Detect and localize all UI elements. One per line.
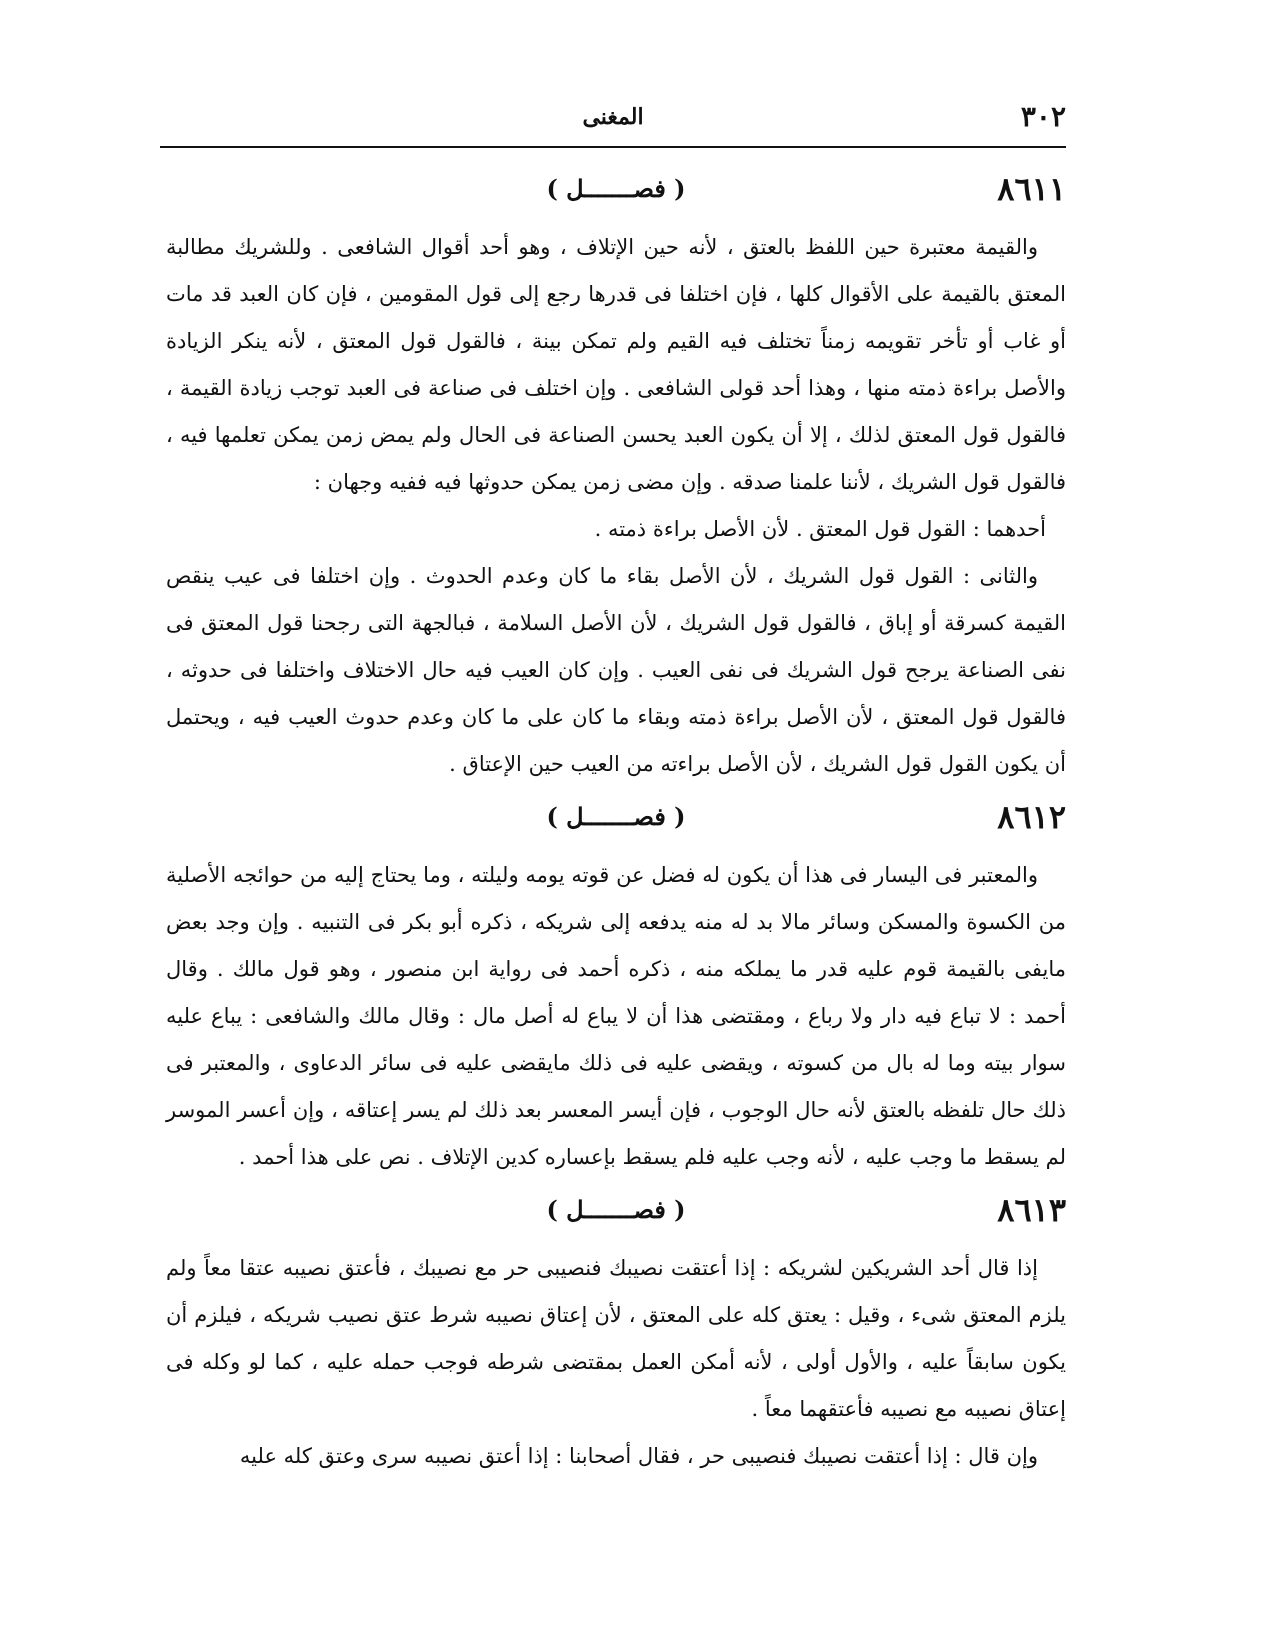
section-title: ( فصـــــــل ) <box>546 174 686 203</box>
running-title: المغنى <box>582 104 644 130</box>
section-spacer <box>166 1181 1066 1189</box>
section-heading <box>166 168 1066 220</box>
section-number: ٨٦١١ <box>997 170 1066 208</box>
page-number: ٣٠٢ <box>1020 100 1066 133</box>
section-spacer <box>166 788 1066 796</box>
section-8613 <box>166 1189 1066 1480</box>
paragraph: إذا قال أحد الشريكين لشريكه : إذا أعتقت نصيبك فنصيبى حر مع نصيبك ، فأعتق نصيبه عتقا معاً ولم يلزم المعتق شىء ، وقيل : يعتق كله على المعتق ، لأن إعتاق نصيبه شرط عتق نصيب شريكه ، فيلزم أن يكون سابقاً عليه ، والأول أولى ، لأنه أمكن العمل بمقتضى شرطه فوجب حمله عليه ، كما لو وكله فى إعتاق نصيبه مع نصيبه فأعتقهما معاً . <box>166 1256 1066 1421</box>
section-title: ( فصـــــــل ) <box>546 802 686 831</box>
paragraph: والقيمة معتبرة حين اللفظ بالعتق ، لأنه حين الإتلاف ، وهو أحد أقوال الشافعى . وللشريك مطالبة المعتق بالقيمة على الأقوال كلها ، فإن اختلفا فى قدرها رجع إلى قول المقومين ، فإن كان العبد قد مات أو غاب أو تأخر تقويمه زمناً تختلف فيه القيم ولم تمكن بينة ، فالقول قول المعتق ، لأنه ينكر الزيادة والأصل براءة ذمته منها ، وهذا أحد قولى الشافعى . وإن اختلف فى صناعة فى العبد توجب زيادة القيمة ، فالقول قول المعتق لذلك ، إلا أن يكون العبد يحسن الصناعة فى الحال ولم يمض زمن يمكن تعلمها فيه ، فالقول قول الشريك ، لأننا علمنا صدقه . وإن مضى زمن يمكن حدوثها فيه ففيه وجهان : <box>166 235 1066 494</box>
header-divider <box>160 146 1066 148</box>
section-number: ٨٦١٣ <box>997 1191 1066 1229</box>
section-heading <box>166 1189 1066 1241</box>
paragraph: والثانى : القول قول الشريك ، لأن الأصل بقاء ما كان وعدم الحدوث . وإن اختلفا فى عيب ينقص القيمة كسرقة أو إباق ، فالقول قول الشريك ، لأن الأصل السلامة ، فبالجهة التى رجحنا قول المعتق فى نفى الصناعة يرجح قول الشريك فى نفى العيب . وإن كان العيب فيه حال الاختلاف واختلفا فى حدوثه ، فالقول قول المعتق ، لأن الأصل براءة ذمته وبقاء ما كان على ما كان وعدم حدوث العيب فيه ، ويحتمل أن يكون القول قول الشريك ، لأن الأصل براءته من العيب حين الإعتاق . <box>166 564 1066 776</box>
section-8611 <box>166 168 1066 788</box>
section-heading <box>166 796 1066 848</box>
section-title: ( فصـــــــل ) <box>546 1195 686 1224</box>
section-number: ٨٦١٢ <box>997 798 1066 836</box>
page-header <box>160 100 1066 144</box>
paragraph: والمعتبر فى اليسار فى هذا أن يكون له فضل عن قوته يومه وليلته ، وما يحتاج إليه من حوائجه الأصلية من الكسوة والمسكن وسائر مالا بد له منه يدفعه إلى شريكه ، ذكره أبو بكر فى التنبيه . وإن وجد بعض مايفى بالقيمة قوم عليه قدر ما يملكه منه ، ذكره أحمد فى رواية ابن منصور ، وهو قول مالك . وقال أحمد : لا تباع فيه دار ولا رباع ، ومقتضى هذا أن لا يباع له أصل مال : وقال مالك والشافعى : يباع عليه سوار بيته وما له بال من كسوته ، ويقضى عليه فى ذلك مايقضى عليه فى سائر الدعاوى ، والمعتبر فى ذلك حال تلفظه بالعتق لأنه حال الوجوب ، فإن أيسر المعسر بعد ذلك لم يسر إعتاقه ، وإن أعسر الموسر لم يسقط ما وجب عليه ، لأنه وجب عليه فلم يسقط بإعساره كدين الإتلاف . نص على هذا أحمد . <box>166 863 1066 1169</box>
page-body <box>166 168 1066 1480</box>
paragraph: وإن قال : إذا أعتقت نصيبك فنصيبى حر ، فقال أصحابنا : إذا أعتق نصيبه سرى وعتق كله عليه <box>239 1444 1038 1468</box>
paragraph: أحدهما : القول قول المعتق . لأن الأصل براءة ذمته . <box>594 517 1046 541</box>
section-8612 <box>166 796 1066 1181</box>
